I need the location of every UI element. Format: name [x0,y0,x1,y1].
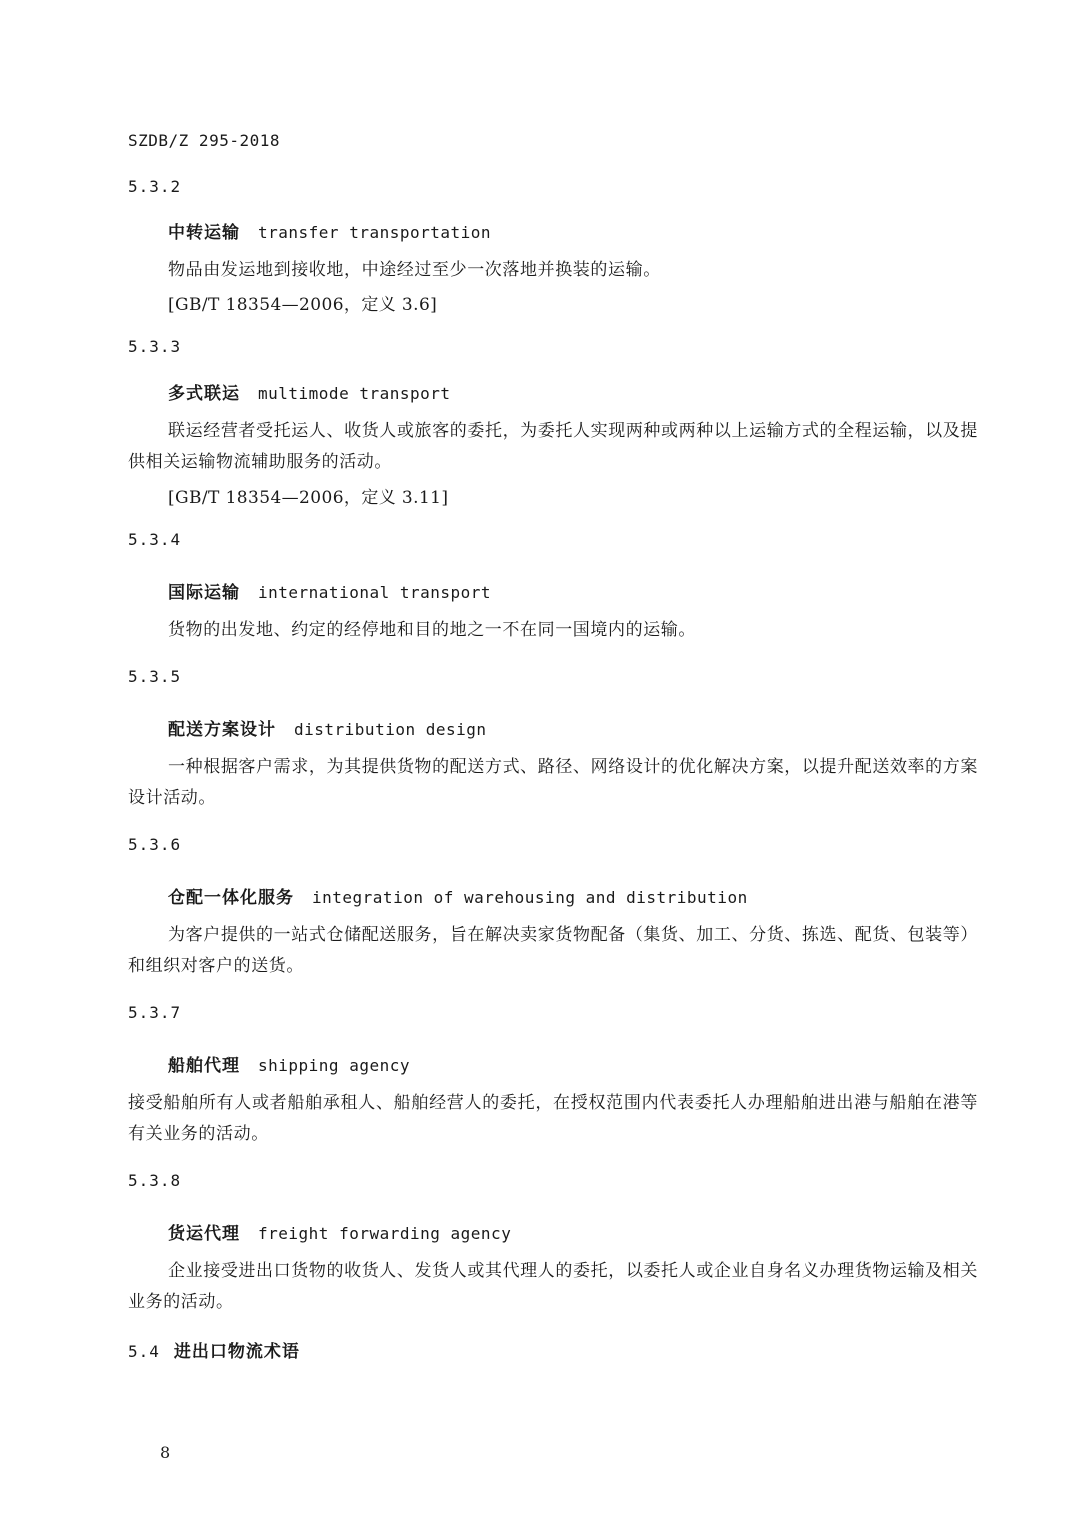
term-source: [GB/T 18354—2006，定义 3.6] [168,295,438,315]
term-chinese: 中转运输 [168,223,240,243]
term-chinese: 多式联运 [168,384,240,404]
clause-number: 5.3.8 [128,1171,182,1190]
term-english: freight forwarding agency [258,1224,512,1243]
term-heading [168,1219,511,1244]
term-english: transfer transportation [258,223,492,242]
term-definition: 物品由发运地到接收地，中途经过至少一次落地并换装的运输。 [168,260,661,280]
term-definition: 一种根据客户需求，为其提供货物的配送方式、路径、网络设计的优化解决方案，以提升配送效率的方案设计活动。 [128,757,978,808]
term-heading [168,218,491,243]
section-heading [128,1337,300,1362]
term-chinese: 国际运输 [168,583,240,603]
clause-number: 5.3.4 [128,530,182,549]
page-number: 8 [160,1443,171,1462]
term-chinese: 货运代理 [168,1224,240,1244]
term-english: integration of warehousing and distribution [312,888,748,907]
term-english: international transport [258,583,492,602]
term-definition: 接受船舶所有人或者船舶承租人、船舶经营人的委托，在授权范围内代表委托人办理船舶进出港与船舶在港等有关业务的活动。 [128,1093,978,1144]
term-chinese: 船舶代理 [168,1056,240,1076]
term-heading [168,379,451,404]
clause-number: 5.3.7 [128,1003,182,1022]
clause-number: 5.3.6 [128,835,182,854]
term-definition: 货物的出发地、约定的经停地和目的地之一不在同一国境内的运输。 [168,620,696,640]
term-chinese: 配送方案设计 [168,720,276,740]
term-english: distribution design [294,720,487,739]
term-source: [GB/T 18354—2006，定义 3.11] [168,488,449,508]
term-heading [168,883,748,908]
clause-number: 5.3.3 [128,337,182,356]
term-chinese: 仓配一体化服务 [168,888,294,908]
term-heading [168,578,491,603]
term-heading [168,1051,410,1076]
section-title: 进出口物流术语 [173,1342,300,1362]
term-english: multimode transport [258,384,451,403]
term-definition: 为客户提供的一站式仓储配送服务，旨在解决卖家货物配备（集货、加工、分货、拣选、配货、包装等）和组织对客户的送货。 [128,925,978,976]
term-definition: 企业接受进出口货物的收货人、发货人或其代理人的委托，以委托人或企业自身名义办理货物运输及相关业务的活动。 [128,1261,978,1312]
term-heading [168,715,487,740]
term-english: shipping agency [258,1056,410,1075]
clause-number: 5.3.2 [128,177,182,196]
clause-number: 5.3.5 [128,667,182,686]
standard-code: SZDB/Z 295-2018 [128,131,280,150]
section-number: 5.4 [128,1342,160,1361]
term-definition: 联运经营者受托运人、收货人或旅客的委托，为委托人实现两种或两种以上运输方式的全程运输，以及提供相关运输物流辅助服务的活动。 [128,421,978,472]
